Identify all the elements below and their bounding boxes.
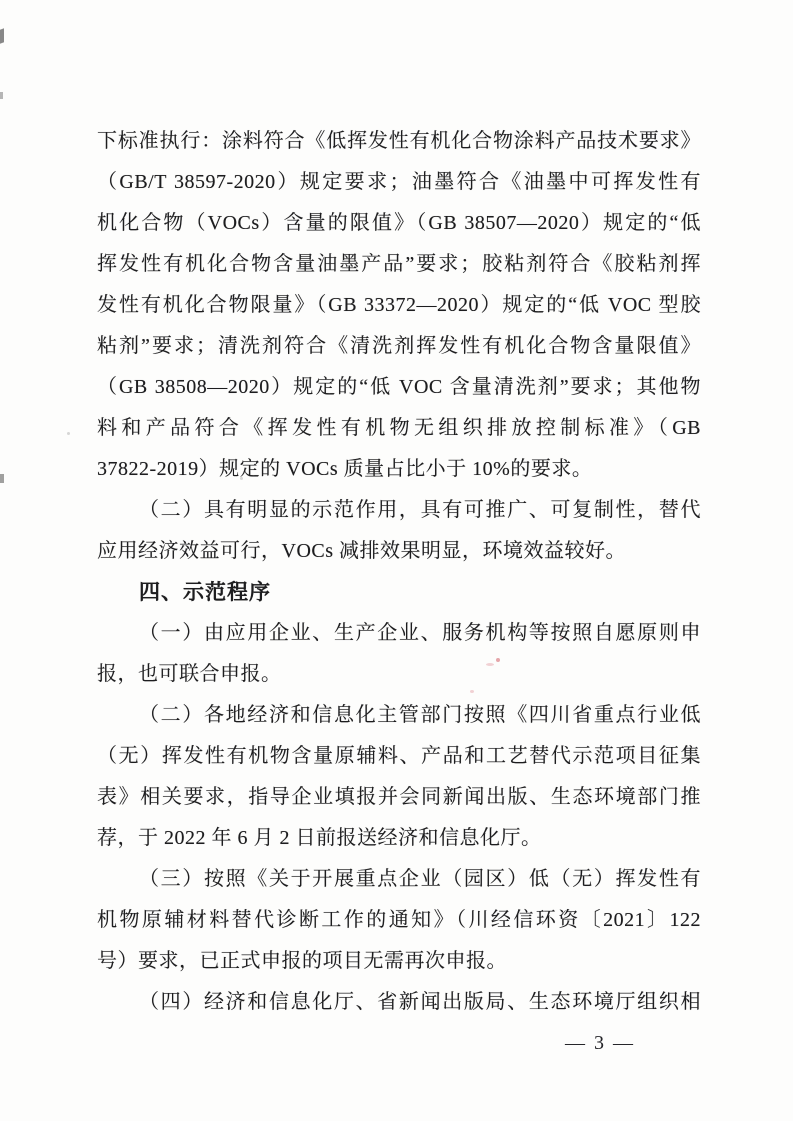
doc-line: 机化合物（VOCs）含量的限值》（GB 38507—2020）规定的“低 bbox=[97, 212, 701, 234]
doc-line: （四）经济和信息化厅、省新闻出版局、生态环境厅组织相 bbox=[139, 991, 701, 1013]
doc-line: 报，也可联合申报。 bbox=[97, 663, 282, 685]
scan-edge-mark bbox=[0, 92, 3, 99]
doc-line: 37822-2019）规定的 VOCs 质量占比小于 10%的要求。 bbox=[97, 458, 593, 480]
doc-line: 粘剂”要求；清洗剂符合《清洗剂挥发性有机化合物含量限值》 bbox=[97, 335, 701, 357]
doc-line: （GB 38508—2020）规定的“低 VOC 含量清洗剂”要求；其他物 bbox=[97, 376, 701, 398]
doc-line: 下标准执行：涂料符合《低挥发性有机化合物涂料产品技术要求》 bbox=[97, 130, 701, 152]
doc-line: （二）各地经济和信息化主管部门按照《四川省重点行业低 bbox=[139, 704, 701, 726]
doc-line: 料和产品符合《挥发性有机物无组织排放控制标准》（GB bbox=[97, 417, 701, 439]
doc-line: 应用经济效益可行，VOCs 减排效果明显，环境效益较好。 bbox=[97, 540, 627, 562]
scan-speck bbox=[67, 432, 70, 435]
page-number: — 3 — bbox=[565, 1032, 635, 1054]
doc-line: （二）具有明显的示范作用，具有可推广、可复制性，替代 bbox=[139, 499, 701, 521]
doc-line: 号）要求，已正式申报的项目无需再次申报。 bbox=[97, 950, 507, 972]
doc-line: 机物原辅材料替代诊断工作的通知》（川经信环资〔2021〕122 bbox=[97, 909, 701, 931]
section-heading: 四、示范程序 bbox=[139, 581, 271, 604]
doc-line: 荐，于 2022 年 6 月 2 日前报送经济和信息化厅。 bbox=[97, 827, 542, 849]
doc-line: （三）按照《关于开展重点企业（园区）低（无）挥发性有 bbox=[139, 868, 701, 890]
document-text-block bbox=[97, 121, 701, 1023]
doc-line: （GB/T 38597-2020）规定要求；油墨符合《油墨中可挥发性有 bbox=[97, 171, 701, 193]
doc-line: （无）挥发性有机物含量原辅料、产品和工艺替代示范项目征集 bbox=[97, 745, 701, 767]
doc-line: 表》相关要求，指导企业填报并会同新闻出版、生态环境部门推 bbox=[97, 786, 701, 808]
scan-edge-mark bbox=[0, 474, 4, 483]
doc-line: （一）由应用企业、生产企业、服务机构等按照自愿原则申 bbox=[139, 622, 701, 644]
scan-edge-mark bbox=[0, 28, 4, 43]
doc-line: 发性有机化合物限量》（GB 33372—2020）规定的“低 VOC 型胶 bbox=[97, 294, 701, 316]
doc-line: 挥发性有机化合物含量油墨产品”要求；胶粘剂符合《胶粘剂挥 bbox=[97, 253, 701, 275]
